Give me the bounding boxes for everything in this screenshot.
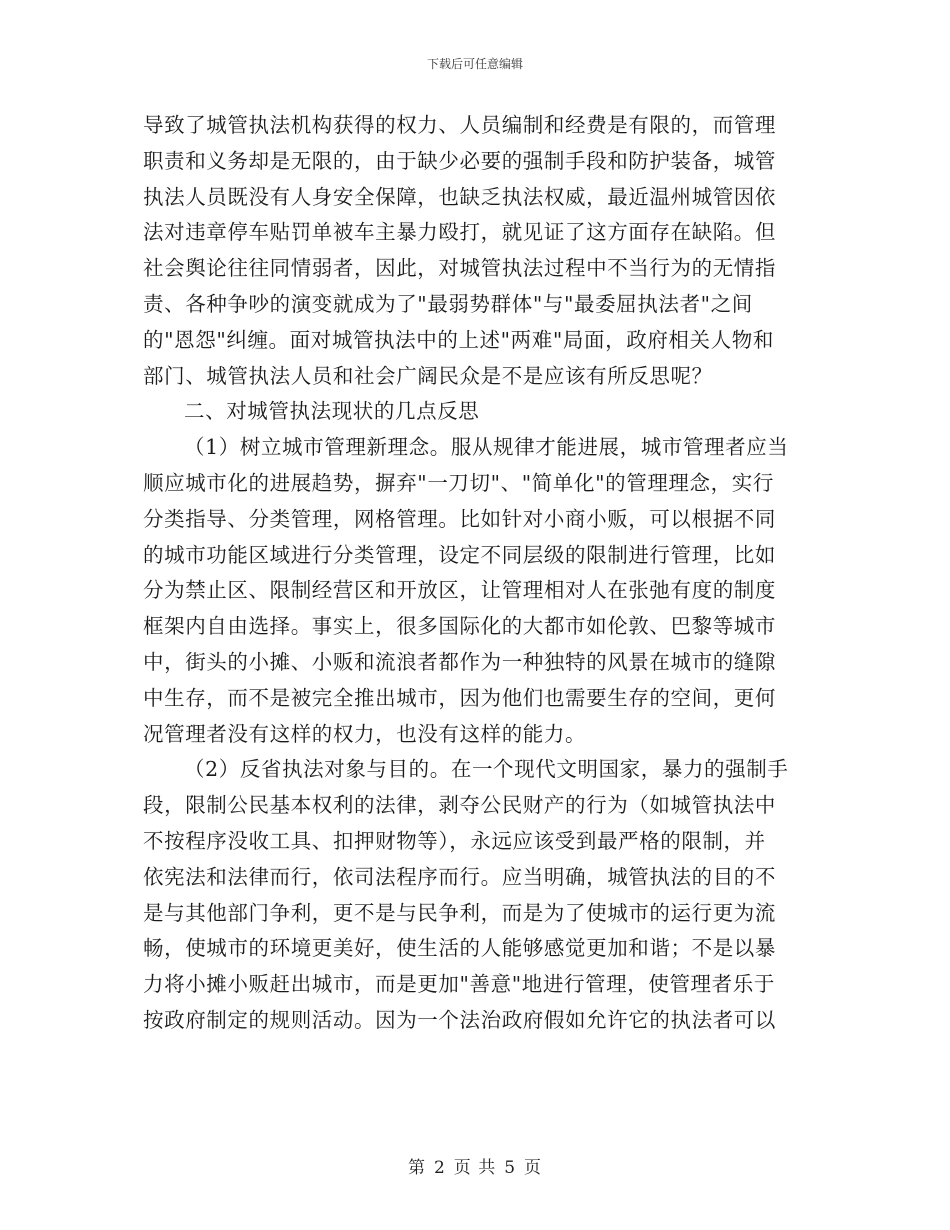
text-line: 职责和义务却是无限的，由于缺少必要的强制手段和防护装备，城管 bbox=[143, 148, 776, 173]
text-line: 力将小摊小贩赶出城市，而是更加"善意"地进行管理，使管理者乐于 bbox=[143, 972, 775, 997]
footer-prefix: 第 bbox=[407, 1158, 426, 1178]
text-line: 责、各种争吵的演变就成为了"最弱势群体"与"最委屈执法者"之间 bbox=[143, 291, 753, 316]
text-line: 的城市功能区域进行分类管理，设定不同层级的限制进行管理，比如 bbox=[143, 542, 776, 567]
total-pages-number: 5 bbox=[504, 1158, 517, 1178]
text-line: 社会舆论往往同情弱者，因此，对城管执法过程中不当行为的无情指 bbox=[143, 256, 776, 281]
text-line: 顺应城市化的进展趋势，摒弃"一刀切"、"简单化"的管理理念，实行 bbox=[143, 470, 774, 495]
section-heading: 二、对城管执法现状的几点反思 bbox=[184, 399, 480, 424]
text-line: 框架内自由选择。事实上，很多国际化的大都市如伦敦、巴黎等城市 bbox=[143, 614, 776, 639]
text-line: 段，限制公民基本权利的法律，剥夺公民财产的行为（如城管执法中 bbox=[143, 793, 776, 818]
text-line: 依宪法和法律而行，依司法程序而行。应当明确，城管执法的目的不 bbox=[143, 864, 776, 889]
text-line: （1）树立城市管理新理念。服从规律才能进展，城市管理者应当 bbox=[184, 435, 789, 460]
text-line: 中生存，而不是被完全推出城市，因为他们也需要生存的空间，更何 bbox=[143, 685, 776, 710]
text-line: 中，街头的小摊、小贩和流浪者都作为一种独特的风景在城市的缝隙 bbox=[143, 649, 776, 674]
text-line: （2）反省执法对象与目的。在一个现代文明国家，暴力的强制手 bbox=[184, 757, 789, 782]
text-line: 是与其他部门争利，更不是与民争利，而是为了使城市的运行更为流 bbox=[143, 900, 776, 925]
text-line: 按政府制定的规则活动。因为一个法治政府假如允许它的执法者可以 bbox=[143, 1007, 776, 1032]
footer-middle: 页 共 bbox=[453, 1158, 497, 1178]
current-page-number: 2 bbox=[433, 1158, 446, 1178]
document-body bbox=[143, 108, 803, 1039]
text-line: 不按程序没收工具、扣押财物等），永远应该受到最严格的限制，并 bbox=[143, 828, 766, 853]
text-line: 的"恩怨"纠缠。面对城管执法中的上述"两难"局面，政府相关人物和 bbox=[143, 327, 774, 352]
page-header: 下载后可任意编辑 bbox=[426, 57, 523, 71]
text-line: 执法人员既没有人身安全保障，也缺乏执法权威，最近温州城管因依 bbox=[143, 184, 776, 209]
text-line: 部门、城管执法人员和社会广阔民众是不是应该有所反思呢？ bbox=[143, 363, 713, 388]
footer-suffix: 页 bbox=[524, 1158, 543, 1178]
text-line: 分为禁止区、限制经营区和开放区，让管理相对人在张弛有度的制度 bbox=[143, 578, 776, 603]
page-footer bbox=[0, 1153, 950, 1178]
text-line: 分类指导、分类管理，网格管理。比如针对小商小贩，可以根据不同 bbox=[143, 506, 776, 531]
text-line: 导致了城管执法机构获得的权力、人员编制和经费是有限的，而管理 bbox=[143, 113, 776, 137]
text-line: 法对违章停车贴罚单被车主暴力殴打，就见证了这方面存在缺陷。但 bbox=[143, 220, 776, 245]
text-line: 况管理者没有这样的权力，也没有这样的能力。 bbox=[143, 721, 587, 746]
text-line: 畅，使城市的环境更美好，使生活的人能够感觉更加和谐；不是以暴 bbox=[143, 936, 776, 961]
